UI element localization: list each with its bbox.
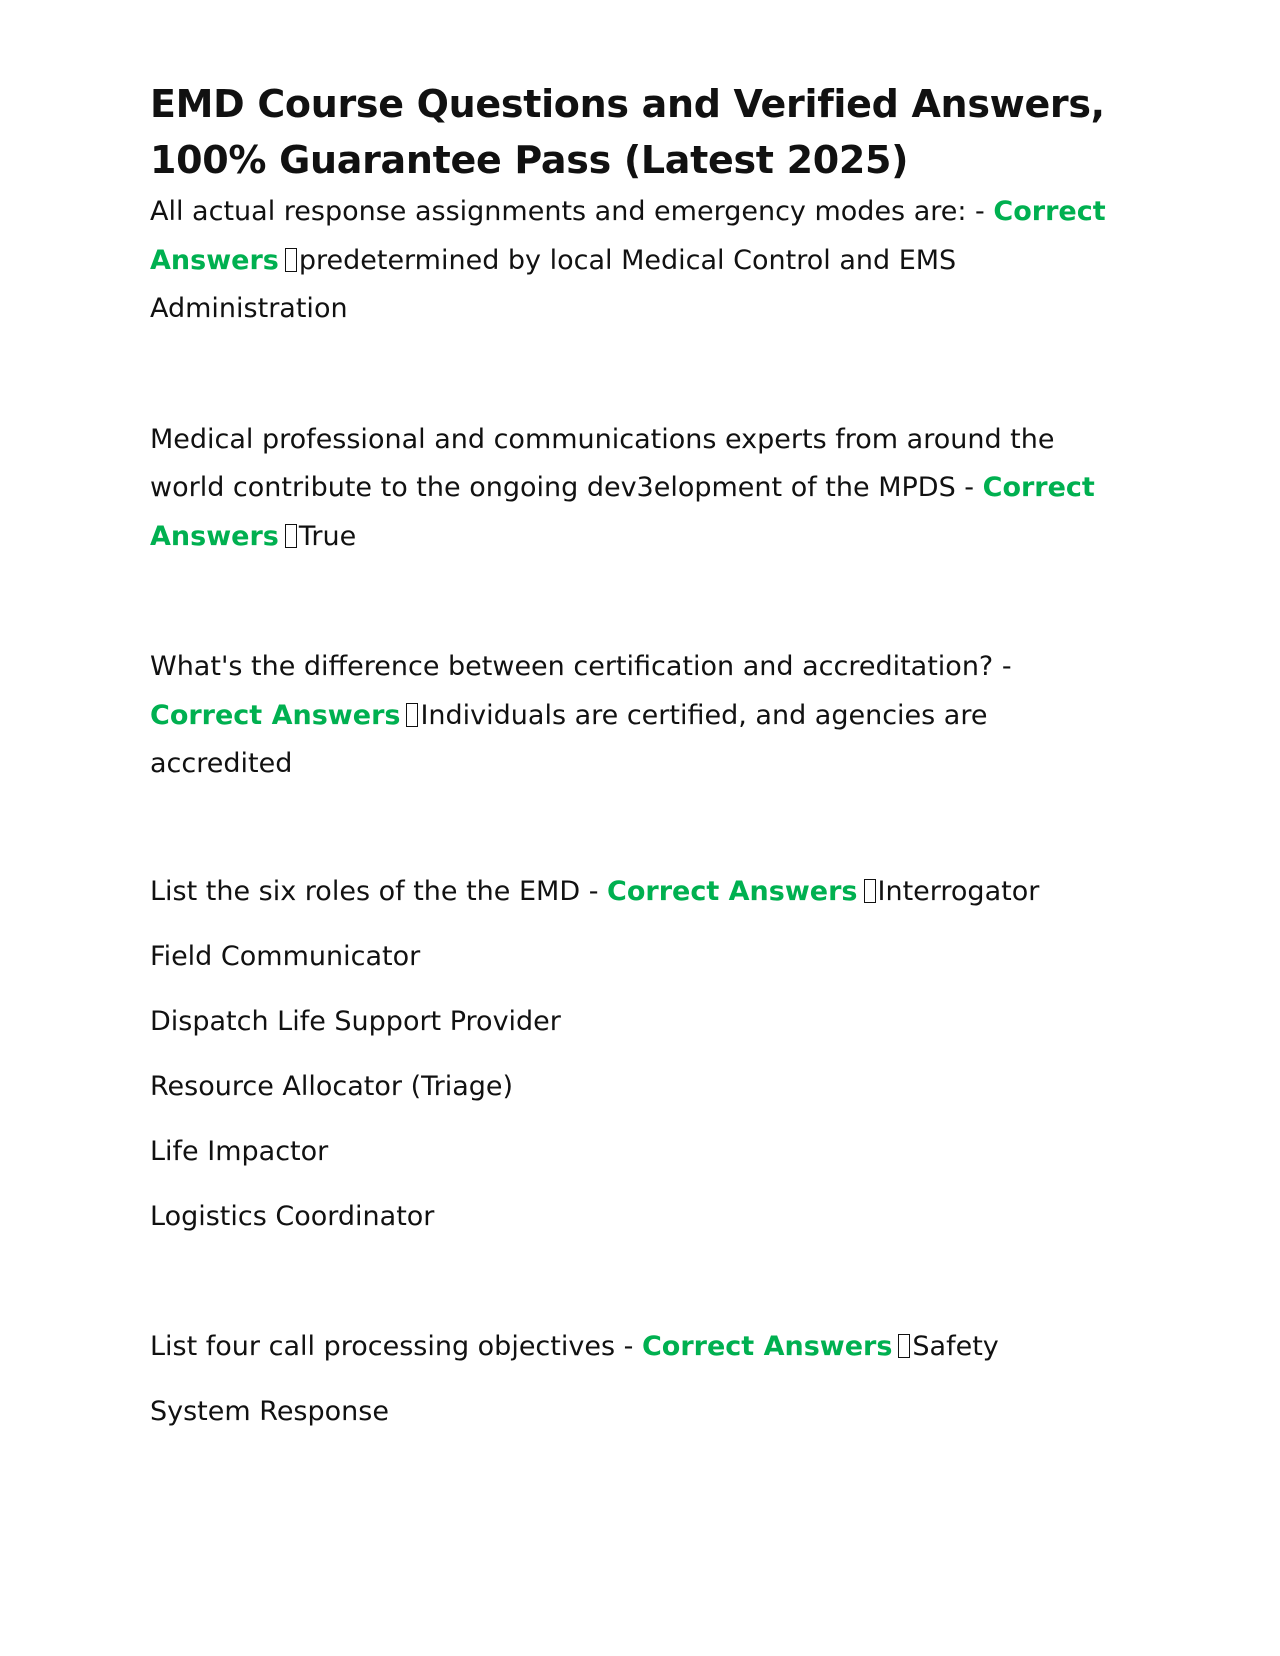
answer-line: Logistics Coordinator xyxy=(150,1200,435,1232)
document-title: EMD Course Questions and Verified Answers, 100% Guarantee Pass (Latest 2025) xyxy=(150,82,1105,182)
document-page xyxy=(150,76,1130,1444)
answer-text: Interrogator xyxy=(877,875,1040,907)
answer-text: Individuals are certified, and agencies are accredited xyxy=(150,699,988,779)
answer-line: Resource Allocator (Triage) xyxy=(150,1070,514,1102)
answer-line: System Response xyxy=(150,1395,389,1427)
question-text: List four call processing objectives - xyxy=(150,1330,634,1362)
answer-text: predetermined by local Medical Control and EMS Administration xyxy=(150,244,957,324)
question-text: What's the difference between certification and accreditation? - xyxy=(150,651,1012,682)
question-text: Medical professional and communications experts from around the world contribute to the ongoing dev3elopment of the MPDS - xyxy=(150,423,1055,503)
correct-answers-label: Correct Answers xyxy=(150,196,1106,276)
correct-answers-label: Correct Answers xyxy=(641,1330,893,1362)
missing-glyph-icon xyxy=(406,703,418,727)
question-text: All actual response assignments and emergency modes are: - xyxy=(150,196,985,227)
answer-line: Dispatch Life Support Provider xyxy=(150,1005,561,1037)
qa-item xyxy=(150,859,1130,1249)
answer-text: True xyxy=(298,520,357,552)
answer-line: Field Communicator xyxy=(150,940,421,972)
qa-item xyxy=(150,643,1130,789)
correct-answers-label: Correct Answers xyxy=(607,875,858,907)
qa-item xyxy=(150,188,1130,334)
question-text: List the six roles of the the EMD - xyxy=(150,875,599,907)
answer-line: Life Impactor xyxy=(150,1135,329,1167)
answer-text: Safety xyxy=(912,1330,999,1362)
missing-glyph-icon xyxy=(898,1334,910,1358)
qa-item xyxy=(150,1314,1130,1444)
correct-answers-label: Correct Answers xyxy=(150,472,1095,552)
qa-item xyxy=(150,416,1130,562)
missing-glyph-icon xyxy=(285,524,297,548)
missing-glyph-icon xyxy=(285,248,297,272)
missing-glyph-icon xyxy=(864,879,876,903)
correct-answers-label: Correct Answers xyxy=(150,699,401,731)
